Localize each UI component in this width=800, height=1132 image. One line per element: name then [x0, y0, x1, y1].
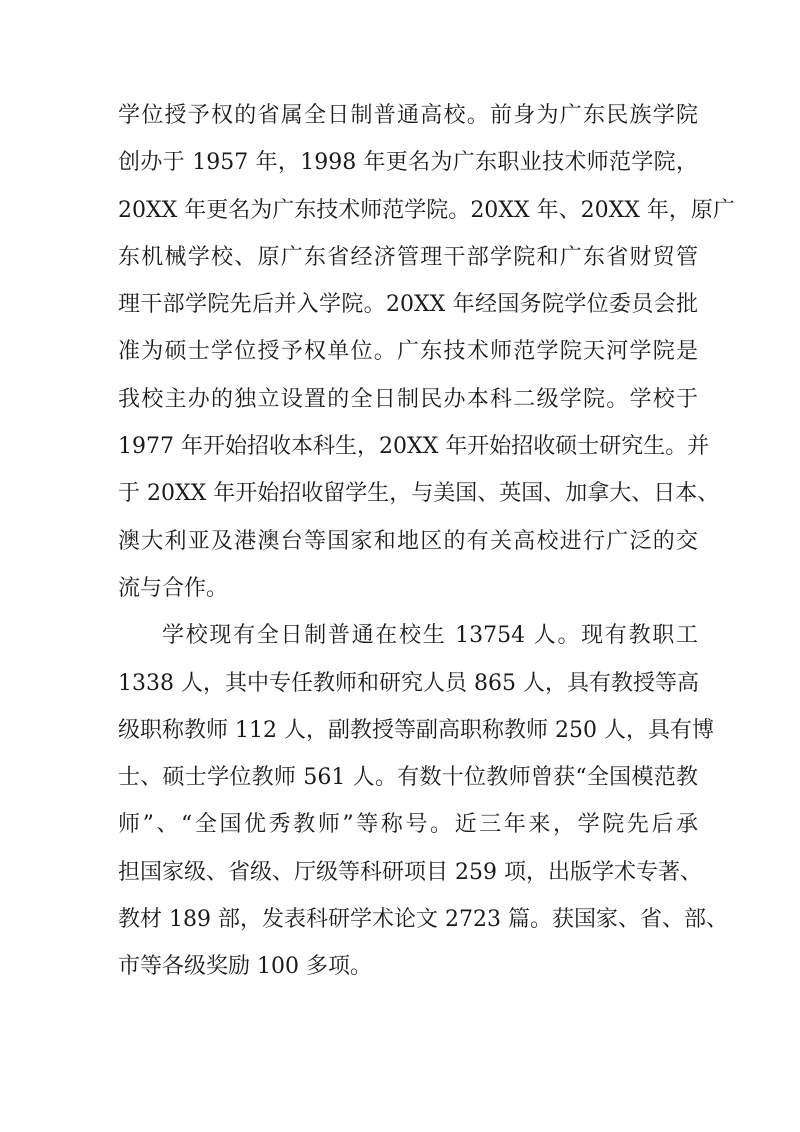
paragraph-1-line: 理干部学院先后并入学院。20XX 年经国务院学位委员会批	[118, 292, 698, 318]
paragraph-1-line: 1977 年开始招收本科生，20XX 年开始招收硕士研究生。并	[118, 434, 710, 460]
paragraph-2-line: 担国家级、省级、厅级等科研项目 259 项，出版学术专著、	[118, 859, 702, 885]
paragraph-1-line: 学位授予权的省属全日制普通高校。前身为广东民族学院	[118, 103, 698, 128]
document-body	[118, 92, 735, 991]
paragraph-1-line: 于 20XX 年开始招收留学生，与美国、英国、加拿大、日本、	[118, 481, 720, 507]
paragraph-2-line: 市等各级奖励 100 多项。	[118, 954, 372, 980]
paragraph-1-line: 我校主办的独立设置的全日制民办本科二级学院。学校于	[118, 386, 698, 412]
paragraph-1-line: 流与合作。	[118, 575, 229, 601]
paragraph-1-line: 准为硕士学位授予权单位。广东技术师范学院天河学院是	[118, 339, 698, 365]
paragraph-1-line: 东机械学校、原广东省经济管理干部学院和广东省财贸管	[118, 244, 698, 270]
paragraph-2-line: 1338 人，其中专任教师和研究人员 865 人，具有教授等高	[118, 670, 699, 696]
paragraph-2-line: 士、硕士学位教师 561 人。有数十位教师曾获“全国模范教	[118, 765, 698, 791]
paragraph-2-line: 教材 189 部，发表科研学术论文 2723 篇。获国家、省、部、	[118, 907, 728, 933]
paragraph-1-line: 创办于 1957 年，1998 年更名为广东职业技术师范学院，	[118, 150, 698, 176]
paragraph-2-line: 师”、“全国优秀教师”等称号。近三年来，学院先后承	[118, 812, 698, 838]
paragraph-2-line: 级职称教师 112 人，副教授等副高职称教师 250 人，具有博	[118, 717, 714, 743]
paragraph-1-line: 澳大利亚及港澳台等国家和地区的有关高校进行广泛的交	[118, 528, 698, 554]
paragraph-1-line: 20XX 年更名为广东技术师范学院。20XX 年、20XX 年，原广	[118, 197, 735, 223]
paragraph-2-line: 学校现有全日制普通在校生 13754 人。现有教职工	[162, 623, 698, 649]
